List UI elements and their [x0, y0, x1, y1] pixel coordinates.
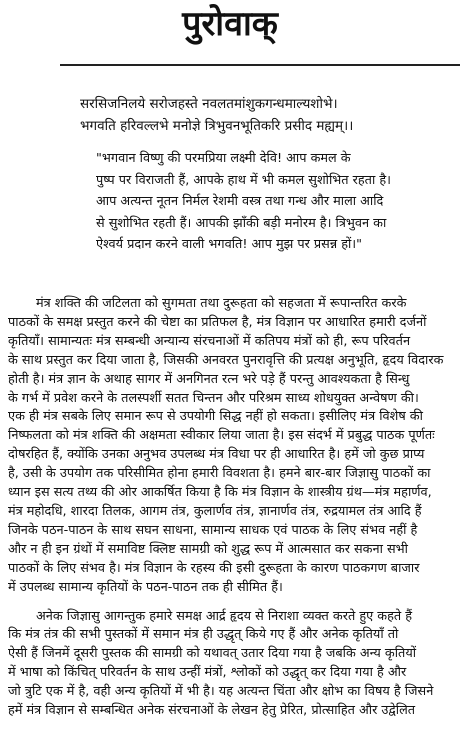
- paragraph-line: अनेक जिज्ञासु आगन्तुक हमारे समक्ष आर्द्र हृदय से निराशा व्यक्त करते हुए कहते हैं: [36, 608, 413, 624]
- paragraph-line: पाठकों के लिए संभव है। मंत्र विज्ञान के रहस्य की इसी दुरूहता के कारण पाठकगण बाजार: [8, 560, 420, 576]
- paragraph-line: और न ही इन ग्रंथों में समाविष्ट क्लिष्ट सामग्री को शुद्ध रूप में आत्मसात कर सकना सभी: [8, 541, 408, 557]
- paragraph-line: हमें मंत्र विज्ञान से सम्बन्धित अनेक संरचनाओं के लेखन हेतु प्रेरित, प्रोत्साहित और उद्वेलित: [8, 703, 416, 719]
- translation-line: आप अत्यन्त नूतन निर्मल रेशमी वस्त्र तथा गन्ध और माला आदि: [96, 194, 384, 209]
- translation-line: पुष्प पर विराजती हैं, आपके हाथ में भी कमल सुशोभित रहता है।: [96, 172, 391, 188]
- verse-line: सरसिजनिलये सरोजहस्ते नवलतमांशुकगन्धमाल्यशोभे।: [80, 96, 338, 112]
- paragraph-gap: [8, 598, 452, 608]
- paragraph-line: कृतियाँ। सामान्यतः मंत्र सम्बन्धी अन्यान्य संरचनाओं में कतिपय मंत्रों को ही, रूप परिवर्तन: [8, 333, 411, 349]
- paragraph-line: दोषरहित हैं, क्योंकि उनका अनुभव उपलब्ध मंत्र विधा पर ही आधारित है। हमें जो कुछ प्राप्य: [8, 447, 425, 463]
- translation-line: "भगवान विष्णु की परमप्रिया लक्ष्मी देवि! आप कमल के: [96, 151, 351, 166]
- sanskrit-verse: [80, 93, 460, 137]
- page-title: पुरोवाक्: [182, 4, 278, 44]
- verse-line: भगवति हरिवल्लभे मनोज्ञे त्रिभुवनभूतिकरि प्रसीद मह्यम्।।: [80, 118, 354, 134]
- paragraph-line: एक ही मंत्र सबके लिए समान रूप से उपयोगी सिद्ध नहीं हो सकता। इसीलिए मंत्र विशेष की: [8, 409, 423, 425]
- paragraph-line: के साथ प्रस्तुत कर दिया जाता है, जिसकी अनवरत पुनरावृत्ति की प्रत्यक्ष अनुभूति, हृदय विदारक: [8, 352, 444, 368]
- paragraph-line: ध्यान इस सत्य तथ्य की ओर आकर्षित किया है कि मंत्र विज्ञान के शास्त्रीय ग्रंथ—मंत्र महार्णव,: [8, 485, 432, 501]
- paragraph-line: कि मंत्र तंत्र की सभी पुस्तकों में समान मंत्र ही उद्धृत् किये गए हैं और अनेक कृतियाँ तो: [8, 627, 399, 643]
- verse-translation: [96, 148, 454, 256]
- paragraph-line: है, उसी के उपयोग तक परिसीमित होना हमारी विवशता है। हमने बार-बार जिज्ञासु पाठकों का: [8, 466, 431, 482]
- paragraph-line: जो त्रुटि एक में है, वही अन्य कृतियों में भी है। यह अत्यन्त चिंता और क्षोभ का विषय है जिसने: [8, 684, 434, 700]
- translation-line: से सुशोभित रहती हैं। आपकी झाँकी बड़ी मनोरम है। त्रिभुवन का: [96, 215, 387, 231]
- translation-line: ऐश्वर्य प्रदान करने वाली भगवति! आप मुझ पर प्रसन्न हों।": [96, 237, 363, 252]
- paragraph-line: में भाषा को किंचित् परिवर्तन के साथ उन्हीं मंत्रों, श्लोकों को उद्धृत् कर दिया गया है और: [8, 665, 407, 681]
- paragraph-line: ऐसी हैं जिनमें दूसरी पुस्तक की सामग्री को यथावत् उतार दिया गया है जबकि अन्य कृतियों: [8, 646, 417, 662]
- paragraph-line: जिनके पठन-पाठन के साथ सघन साधना, सामान्य साधक एवं पाठक के लिए संभव नहीं है: [8, 522, 418, 538]
- paragraph-line: निष्फलता को मंत्र शक्ति की अक्षमता स्वीकार लिया जाता है। इस संदर्भ में प्रबुद्ध पाठक पूर्णतः: [8, 428, 435, 444]
- paragraph-line: मंत्र शक्ति की जटिलता को सुगमता तथा दुरूहता को सहजता में रूपान्तरित करके: [36, 296, 407, 311]
- paragraph-line: में उपलब्ध सामान्य कृतियों के पठन-पाठन तक ही सीमित हैं।: [8, 579, 283, 595]
- paragraph-line: होती है। मंत्र ज्ञान के अथाह सागर में अनगिनत रत्न भरे पड़े हैं परन्तु आवश्यकता है सिन्धु: [8, 371, 410, 387]
- paragraph-line: पाठकों के समक्ष प्रस्तुत करने की चेष्टा का प्रतिफल है, मंत्र विज्ञान पर आधारित हमारी दर्जनों: [8, 314, 427, 330]
- body-text: [8, 295, 452, 721]
- paragraph-line: मंत्र महोदधि, शारदा तिलक, आगम तंत्र, कुलार्णव तंत्र, ज्ञानार्णव तंत्र, रुद्रयामल तंत्र आदि हैं: [8, 503, 422, 519]
- paragraph-line: के गर्भ में प्रवेश करने के तलस्पर्शी सतत चिन्तन और परिश्रम साध्य शोधयुक्त अन्वेषण की।: [8, 390, 419, 406]
- title-underline: [60, 64, 460, 66]
